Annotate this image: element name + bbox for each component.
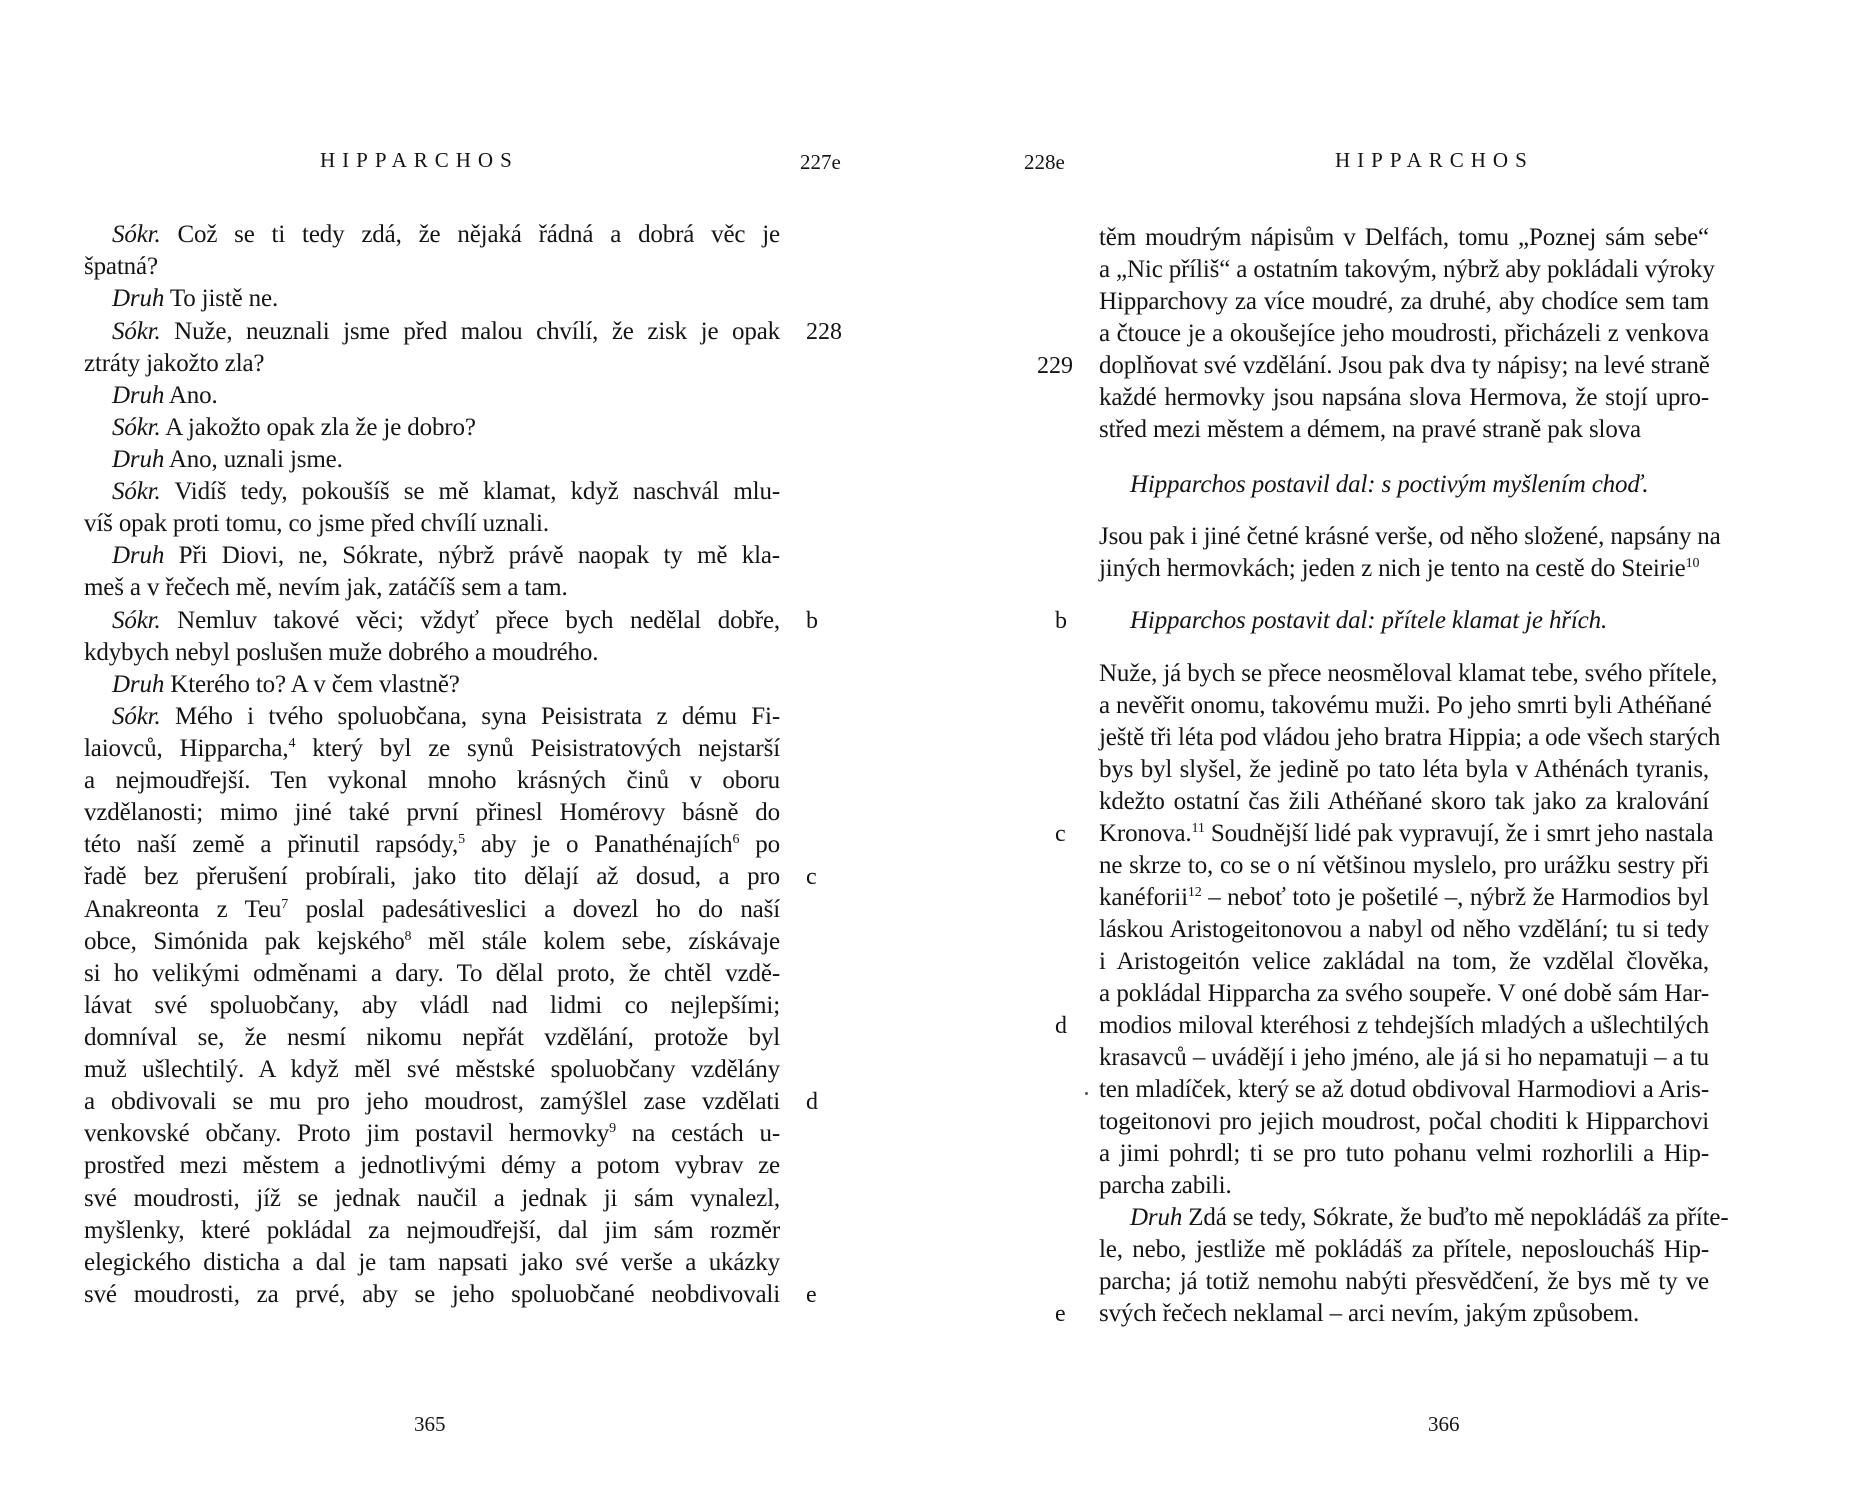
text-line: střed mezi městem a démem, na pravé straně pak slova [1099, 416, 1641, 443]
text-line: a čtouce je a okoušejíce jeho moudrosti, přicházeli z venkova [1099, 320, 1709, 347]
text-line: Anakreonta z Teu$^7$ poslal padesátiveslici a dovezl ho do naší [84, 896, 780, 923]
margin-ref-e: e [806, 1282, 817, 1308]
margin-ref-229: 229 [1037, 353, 1073, 379]
stephanus-reference: 228e [1024, 150, 1065, 174]
speaker-label: Sókr. [112, 221, 161, 248]
speaker-label: Sókr. [112, 318, 161, 345]
speaker-label: Druh [112, 382, 165, 409]
text-line: muž ušlechtilý. A když měl své městské spoluobčany vzdělány [84, 1056, 780, 1083]
text-line: svých řečech neklamal – arci nevím, jakým způsobem. [1099, 1300, 1640, 1327]
text-line: obce, Simónida pak kejského$^8$ měl stále kolem sebe, získávaje [84, 928, 780, 955]
footnote-marker: 4 [288, 736, 296, 751]
text-line: Sókr. Nuže, neuznali jsme před malou chvílí, že zisk je opak [112, 318, 780, 345]
text-line: Druh Zdá se tedy, Sókrate, že buďto mě nepokládáš za příte- [1130, 1204, 1729, 1231]
footnote-marker: 5 [458, 832, 465, 847]
text-line: myšlenky, které pokládal za nejmoudřejší, dal jim sám rozměr [84, 1217, 780, 1244]
page-number: 365 [414, 1412, 446, 1436]
footnote-marker: 11 [1191, 821, 1205, 836]
speaker-label: Druh [112, 446, 165, 473]
page-number: 366 [1428, 1412, 1460, 1436]
text-line: a „Nic příliš“ a ostatním takovým, nýbrž aby pokládali výroky [1099, 256, 1715, 283]
text-line: i Aristogeitón velice zakládal na tom, že vzdělal člověka, [1099, 948, 1709, 975]
text-line: parcha; já totiž nemohu nabýti přesvědčení, že bys mě ty ve [1099, 1268, 1709, 1295]
text-line: ještě tři léta pod vládou jeho bratra Hippia; a ode všech starých [1099, 724, 1721, 751]
verse-line: Hipparchos postavil dal: s poctivým myšlením choď. [1130, 471, 1649, 498]
text-line: a jimi pohrdl; ti se pro tuto pohanu velmi rozhorlili a Hip- [1099, 1140, 1709, 1167]
text-line: Sókr. Což se ti tedy zdá, že nějaká řádná a dobrá věc je [112, 221, 780, 248]
running-head: HIPPARCHOS [1335, 148, 1534, 172]
text-line: ten mladíček, který se až dotud obdivoval Harmodiovi a Aris- [1099, 1076, 1709, 1103]
speaker-label: Sókr. [112, 703, 161, 730]
margin-ref-c: c [1055, 821, 1066, 847]
text-line: Sókr. Nemluv takové věci; vždyť přece bych nedělal dobře, [112, 607, 780, 634]
margin-ref-c: c [806, 864, 817, 890]
text-line: laiovců, Hipparcha,$^4$ který byl ze synů Peisistratových nejstarší [84, 735, 780, 762]
text-line: meš a v řečech mě, nevím jak, zatáčíš sem a tam. [84, 574, 568, 601]
text-line: víš opak proti tomu, co jsme před chvílí uznali. [84, 510, 549, 537]
text-line: Hipparchovy za více moudré, za druhé, aby chodíce sem tam [1099, 288, 1709, 315]
text-line: lávat své spoluobčany, aby vládl nad lidmi co nejlepšími; [84, 992, 780, 1019]
running-head: HIPPARCHOS [320, 148, 519, 172]
footnote-marker: 6 [732, 832, 740, 847]
footnote-marker: 9 [609, 1121, 617, 1136]
text-line: Sókr. Mého i tvého spoluobčana, syna Peisistrata z dému Fi- [112, 703, 780, 730]
text-line: Druh Kterého to? A v čem vlastně? [112, 671, 460, 698]
text-line: své moudrosti, jíž se jednak naučil a jednak ji sám vynalezl, [84, 1185, 780, 1212]
footnote-marker: 12 [1187, 885, 1202, 900]
text-line: jiných hermovkách; jeden z nich je tento na cestě do Steirie$^{10}$ [1099, 555, 1700, 582]
text-line: a pokládal Hipparcha za svého soupeře. V oné době sám Har- [1099, 980, 1709, 1007]
text-line: kdybych nebyl poslušen muže dobrého a moudrého. [84, 639, 599, 666]
text-line: řadě bez přerušení probírali, jako tito dělají až dosud, a pro [84, 863, 780, 890]
footnote-marker: 7 [281, 897, 289, 912]
text-line: parcha zabili. [1099, 1172, 1232, 1199]
text-line: vzdělanosti; mimo jiné také první přinesl Homérovy básně do [84, 799, 780, 826]
text-line: ztráty jakožto zla? [84, 350, 265, 377]
text-line: modios miloval kteréhosi z tehdejších mladých a ušlechtilých [1099, 1012, 1709, 1039]
speaker-label: Druh [112, 285, 165, 312]
text-line: doplňovat své vzdělání. Jsou pak dva ty nápisy; na levé straně [1099, 352, 1710, 379]
text-line: bys byl slyšel, že jedině po tato léta byla v Athénách tyranis, [1099, 756, 1709, 783]
text-line: togeitonovi pro jejich moudrost, počal choditi k Hipparchovi [1099, 1108, 1709, 1135]
text-line: si ho velikými odměnami a dary. To dělal proto, že chtěl vzdě- [84, 960, 780, 987]
text-line: a nevěřit onomu, takovému muži. Po jeho smrti byli Athéňané [1099, 692, 1712, 719]
text-line: Sókr. A jakožto opak zla že je dobro? [112, 414, 476, 441]
print-speck [1085, 1092, 1088, 1095]
text-line: a nejmoudřejší. Ten vykonal mnoho krásných činů v oboru [84, 767, 780, 794]
speaker-label: Sókr. [112, 478, 161, 505]
margin-ref-d: d [806, 1089, 818, 1115]
text-line: Jsou pak i jiné četné krásné verše, od něho složené, napsány na [1099, 523, 1721, 550]
text-line: venkovské občany. Proto jim postavil hermovky$^9$ na cestách u- [84, 1120, 780, 1147]
text-line: láskou Aristogeitonovou a nabyl od něho vzdělání; tu si tedy [1099, 916, 1709, 943]
speaker-label: Sókr. [112, 414, 161, 441]
text-line: této naší země a přinutil rapsódy,$^5$ aby je o Panathénajích$^6$ po [84, 831, 780, 858]
text-line: Sókr. Vidíš tedy, pokoušíš se mě klamat, když naschvál mlu- [112, 478, 780, 505]
speaker-label: Sókr. [112, 607, 161, 634]
text-line: kanéforii$^{12}$ – neboť toto je pošetilé –, nýbrž že Harmodios byl [1099, 884, 1709, 911]
text-line: své moudrosti, za prvé, aby se jeho spoluobčané neobdivovali [84, 1281, 780, 1308]
right-page [931, 0, 1862, 1501]
text-line: těm moudrým nápisům v Delfách, tomu „Poznej sám sebe“ [1099, 224, 1709, 251]
margin-ref-d: d [1055, 1013, 1067, 1039]
text-line: domníval se, že nesmí nikomu nepřát vzdělání, protože byl [84, 1024, 780, 1051]
text-line: elegického disticha a dal je tam napsati jako své verše a ukázky [84, 1249, 780, 1276]
text-line: le, nebo, jestliže mě pokládáš za přítele, neposloucháš Hip- [1099, 1236, 1709, 1263]
text-line: prostřed mezi městem a jednotlivými démy a potom vybrav ze [84, 1152, 780, 1179]
text-line: Druh Ano, uznali jsme. [112, 446, 343, 473]
stephanus-reference: 227e [800, 150, 841, 174]
text-line: krasavců – uvádějí i jeho jméno, ale já si ho nepamatuji – a tu [1099, 1044, 1709, 1071]
text-line: Druh To jistě ne. [112, 285, 279, 312]
text-line: Kronova.$^{11}$ Soudnější lidé pak vypravují, že i smrt jeho nastala [1099, 820, 1714, 847]
margin-ref-228: 228 [806, 319, 842, 345]
text-line: každé hermovky jsou napsána slova Hermova, že stojí upro- [1099, 384, 1709, 411]
text-line: ne skrze to, co se o ní většinou myslelo, pro urážku sestry při [1099, 852, 1709, 879]
verse-line: Hipparchos postavit dal: přítele klamat je hřích. [1130, 607, 1608, 634]
text-line: Druh Ano. [112, 382, 218, 409]
speaker-label: Druh [112, 671, 165, 698]
text-line: kdežto ostatní čas žili Athéňané skoro tak jako za kralování [1099, 788, 1709, 815]
text-line: špatná? [84, 253, 158, 280]
margin-ref-b: b [806, 608, 818, 634]
footnote-marker: 8 [404, 929, 412, 944]
text-line: Nuže, já bych se přece neosměloval klamat tebe, svého přítele, [1099, 660, 1718, 687]
speaker-label: Druh [112, 542, 165, 569]
margin-ref-b: b [1055, 608, 1067, 634]
speaker-label: Druh [1130, 1204, 1183, 1231]
text-line: Druh Při Diovi, ne, Sókrate, nýbrž právě naopak ty mě kla- [112, 542, 780, 569]
footnote-marker: 10 [1685, 556, 1700, 571]
margin-ref-e: e [1055, 1301, 1066, 1327]
text-line: a obdivovali se mu pro jeho moudrost, zamýšlel zase vzdělati [84, 1088, 780, 1115]
